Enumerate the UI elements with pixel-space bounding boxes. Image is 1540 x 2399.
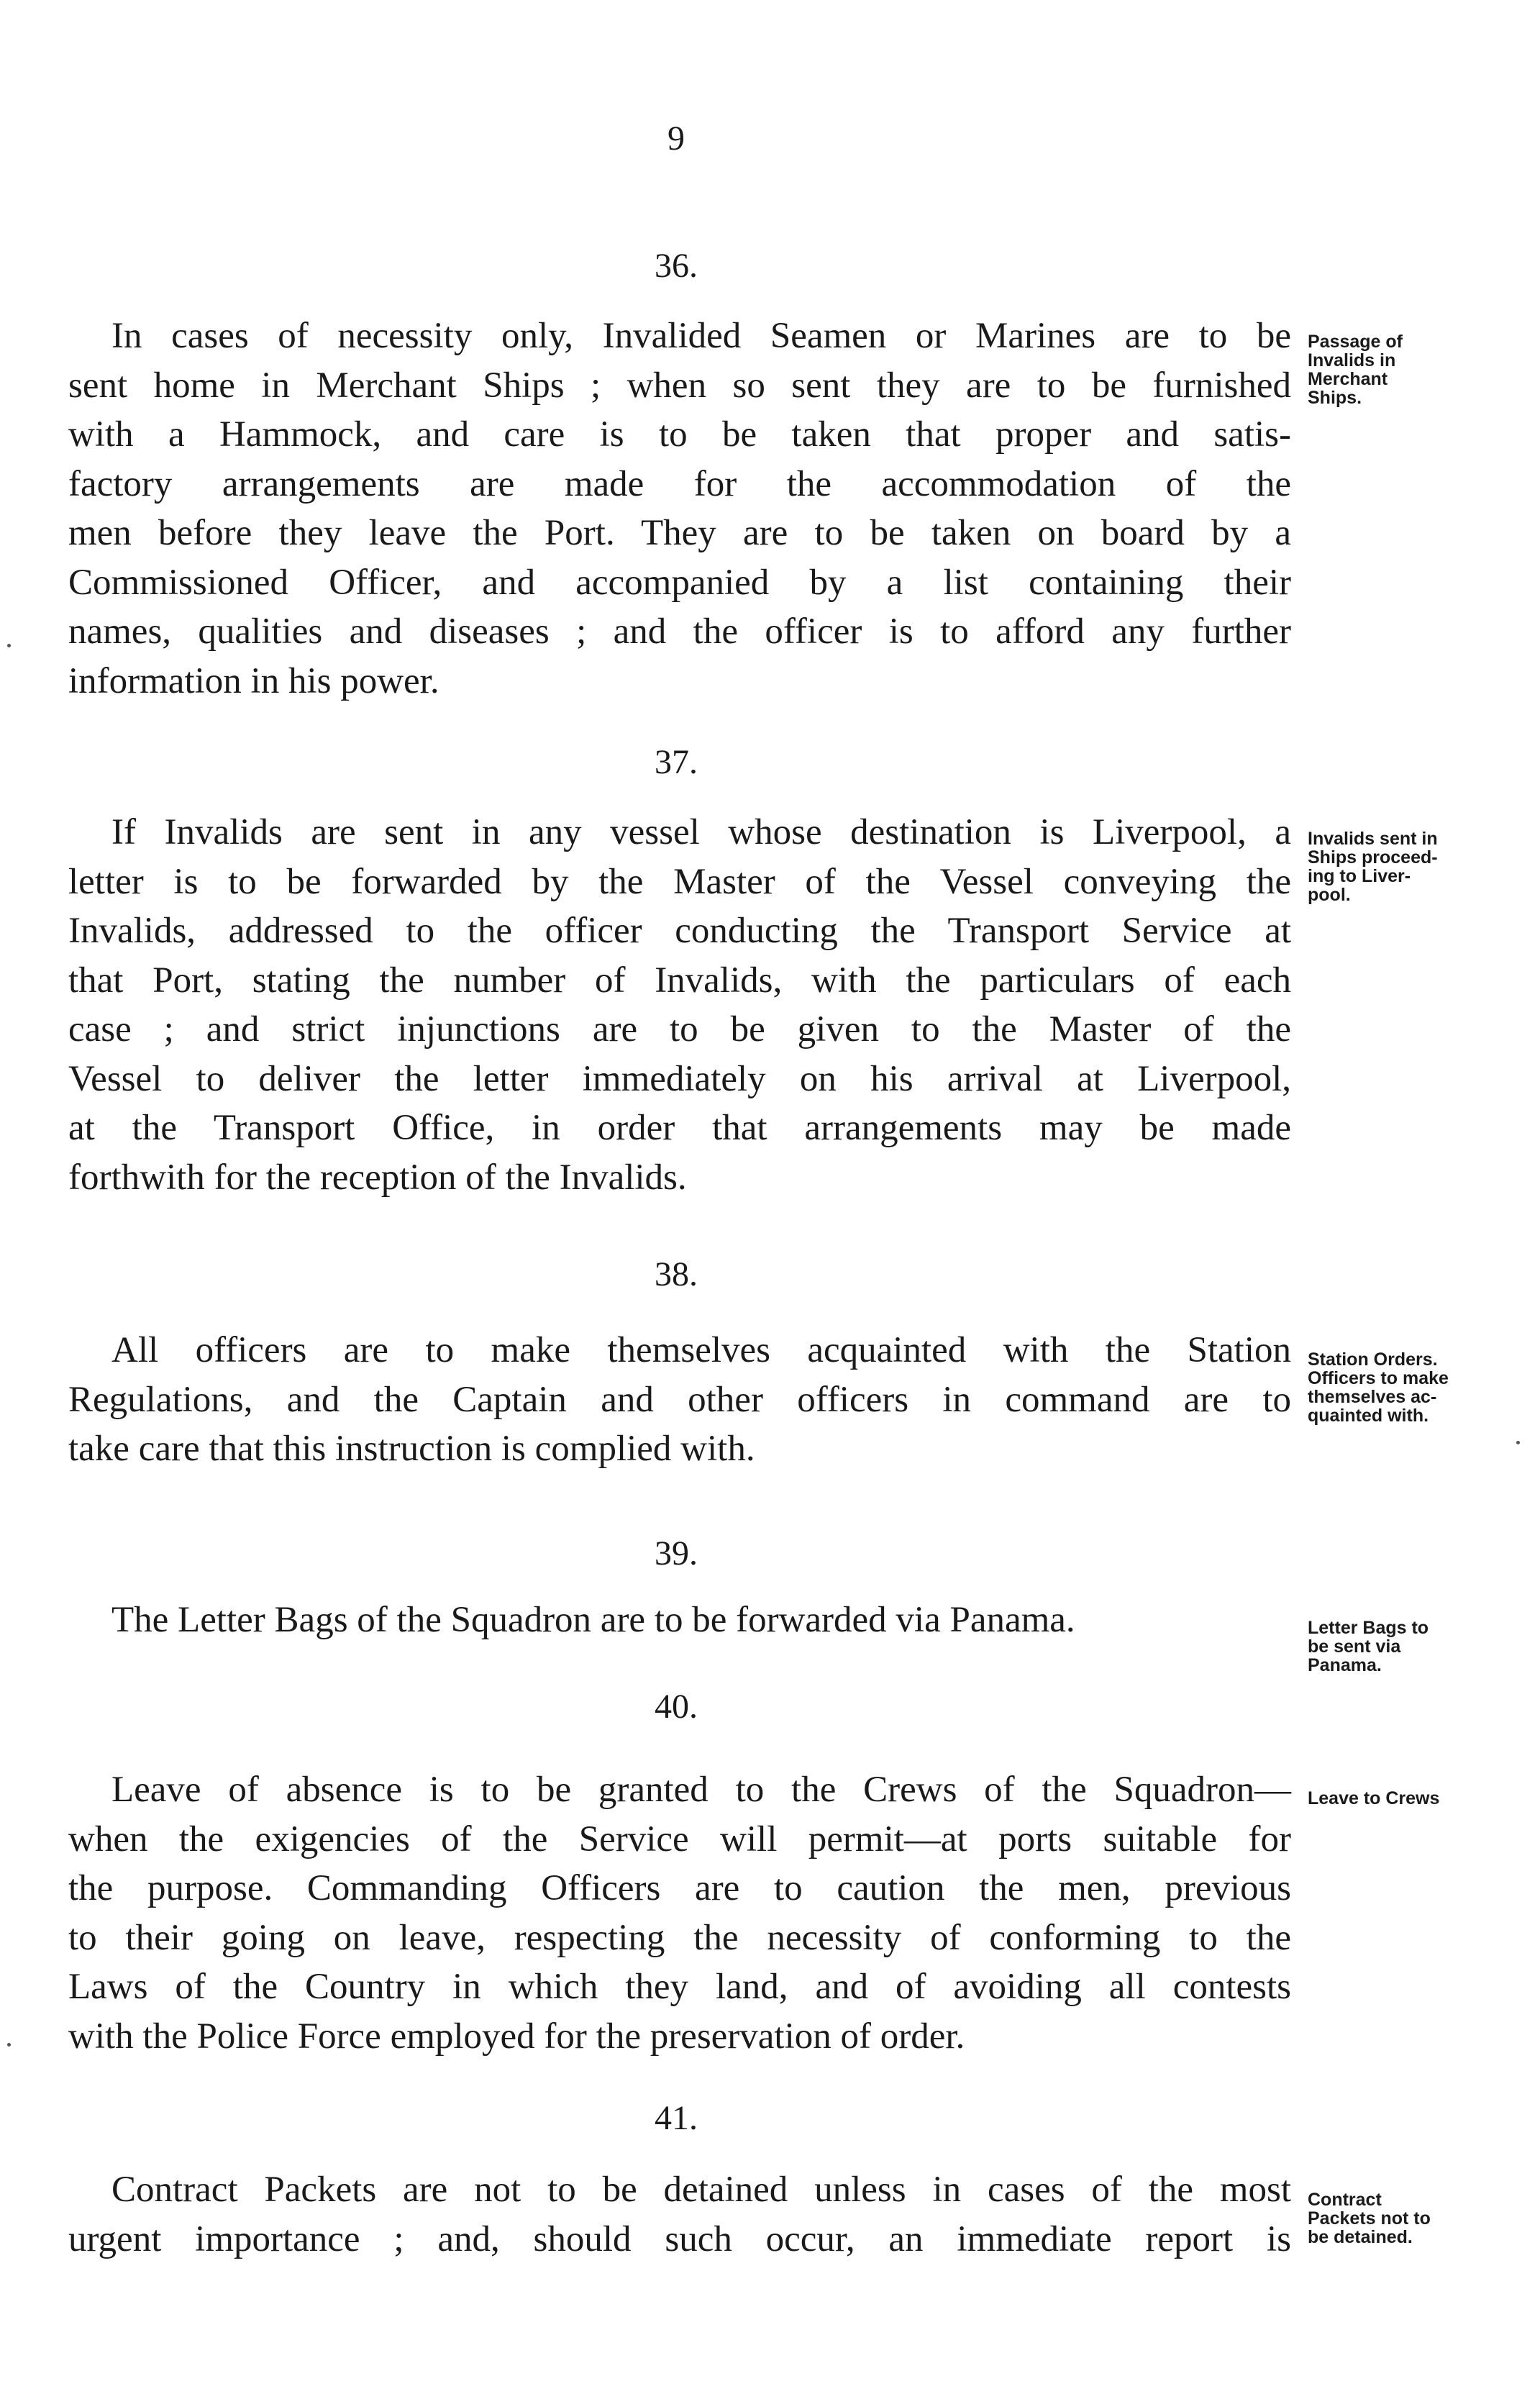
text-line: names, qualities and diseases ; and the officer is to afford any further: [68, 611, 1291, 652]
text-line: forthwith for the reception of the Invalids.: [68, 1157, 687, 1198]
text-line: Laws of the Country in which they land, and of avoiding all contests: [68, 1967, 1291, 2007]
text-line: In cases of necessity only, Invalided Seamen or Marines are to be: [111, 316, 1291, 356]
text-line: the purpose. Commanding Officers are to caution the men, previous: [68, 1868, 1291, 1908]
text-line: The Letter Bags of the Squadron are to be forwarded via Panama.: [111, 1600, 1075, 1640]
text-line: when the exigencies of the Service will permit—at ports suitable for: [68, 1818, 1291, 1859]
margin-note-line: be detained.: [1308, 2227, 1413, 2247]
article-text: [68, 311, 1291, 706]
margin-note-line: themselves ac-: [1308, 1387, 1437, 1407]
text-line: at the Transport Office, in order that arrangements may be made: [68, 1108, 1291, 1148]
margin-note: [1308, 2190, 1523, 2246]
article-text: [68, 808, 1291, 1202]
text-line: Contract Packets are not to be detained unless in cases of the most: [111, 2170, 1291, 2210]
print-speck: [7, 2043, 11, 2047]
margin-note-line: Panama.: [1308, 1655, 1382, 1675]
text-line: case ; and strict injunctions are to be given to the Master of the: [68, 1009, 1291, 1050]
margin-note-line: Leave to Crews: [1308, 1788, 1440, 1808]
text-line: letter is to be forwarded by the Master of the Vessel conveying the: [68, 861, 1291, 902]
article-number: 37.: [655, 743, 698, 781]
text-line: to their going on leave, respecting the necessity of conforming to the: [68, 1917, 1291, 1958]
text-line: factory arrangements are made for the accommodation of the: [68, 463, 1291, 504]
article-text: [68, 1595, 1291, 1645]
text-line: Invalids, addressed to the officer conducting the Transport Service at: [68, 911, 1291, 951]
text-line: All officers are to make themselves acquainted with the Station: [111, 1330, 1291, 1370]
margin-note-line: pool.: [1308, 885, 1351, 905]
article-number: 39.: [655, 1534, 698, 1572]
text-line: take care that this instruction is complied with.: [68, 1429, 755, 1469]
text-line: Regulations, and the Captain and other officers in command are to: [68, 1379, 1291, 1420]
margin-note-line: ing to Liver-: [1308, 866, 1411, 886]
article-number: 41.: [655, 2099, 698, 2137]
article-text: [68, 1326, 1291, 1474]
text-line: Vessel to deliver the letter immediately on his arrival at Liverpool,: [68, 1058, 1291, 1099]
text-line: Commissioned Officer, and accompanied by a list containing their: [68, 562, 1291, 603]
article-number: 40.: [655, 1688, 698, 1726]
margin-note-line: Passage of: [1308, 332, 1403, 352]
margin-note-line: Contract: [1308, 2190, 1382, 2210]
margin-note-line: Letter Bags to: [1308, 1618, 1429, 1638]
margin-note-line: Station Orders.: [1308, 1349, 1438, 1370]
text-line: sent home in Merchant Ships ; when so sent they are to be furnished: [68, 365, 1291, 406]
article-number: 36.: [655, 247, 698, 285]
margin-note-line: Ships proceed-: [1308, 847, 1438, 868]
text-line: men before they leave the Port. They are to be taken on board by a: [68, 513, 1291, 553]
text-line: information in his power.: [68, 660, 439, 701]
margin-note: [1308, 332, 1523, 407]
margin-note-line: Invalids in: [1308, 350, 1396, 370]
margin-note-line: Officers to make: [1308, 1368, 1449, 1388]
article-text: [68, 2165, 1291, 2264]
text-line: Leave of absence is to be granted to the Crews of the Squadron—: [111, 1770, 1291, 1810]
margin-note: [1308, 1789, 1523, 1808]
text-line: If Invalids are sent in any vessel whose destination is Liverpool, a: [111, 812, 1291, 852]
margin-note: [1308, 1350, 1523, 1425]
margin-note-line: Merchant: [1308, 369, 1388, 389]
article-text: [68, 1765, 1291, 2061]
article-number: 38.: [655, 1255, 698, 1293]
page-number: 9: [668, 119, 685, 158]
margin-note-line: quainted with.: [1308, 1406, 1429, 1426]
margin-note: [1308, 829, 1523, 904]
text-line: urgent importance ; and, should such occur, an immediate report is: [68, 2218, 1291, 2259]
margin-note-line: be sent via: [1308, 1636, 1401, 1657]
margin-note: [1308, 1619, 1523, 1675]
print-speck: [1516, 1441, 1520, 1444]
text-line: with the Police Force employed for the preservation of order.: [68, 2016, 965, 2057]
margin-note-line: Packets not to: [1308, 2208, 1431, 2229]
text-line: with a Hammock, and care is to be taken that proper and satis-: [68, 414, 1291, 455]
print-speck: [7, 644, 11, 647]
margin-note-line: Invalids sent in: [1308, 829, 1438, 849]
text-line: that Port, stating the number of Invalids, with the particulars of each: [68, 960, 1291, 1001]
margin-note-line: Ships.: [1308, 388, 1362, 408]
